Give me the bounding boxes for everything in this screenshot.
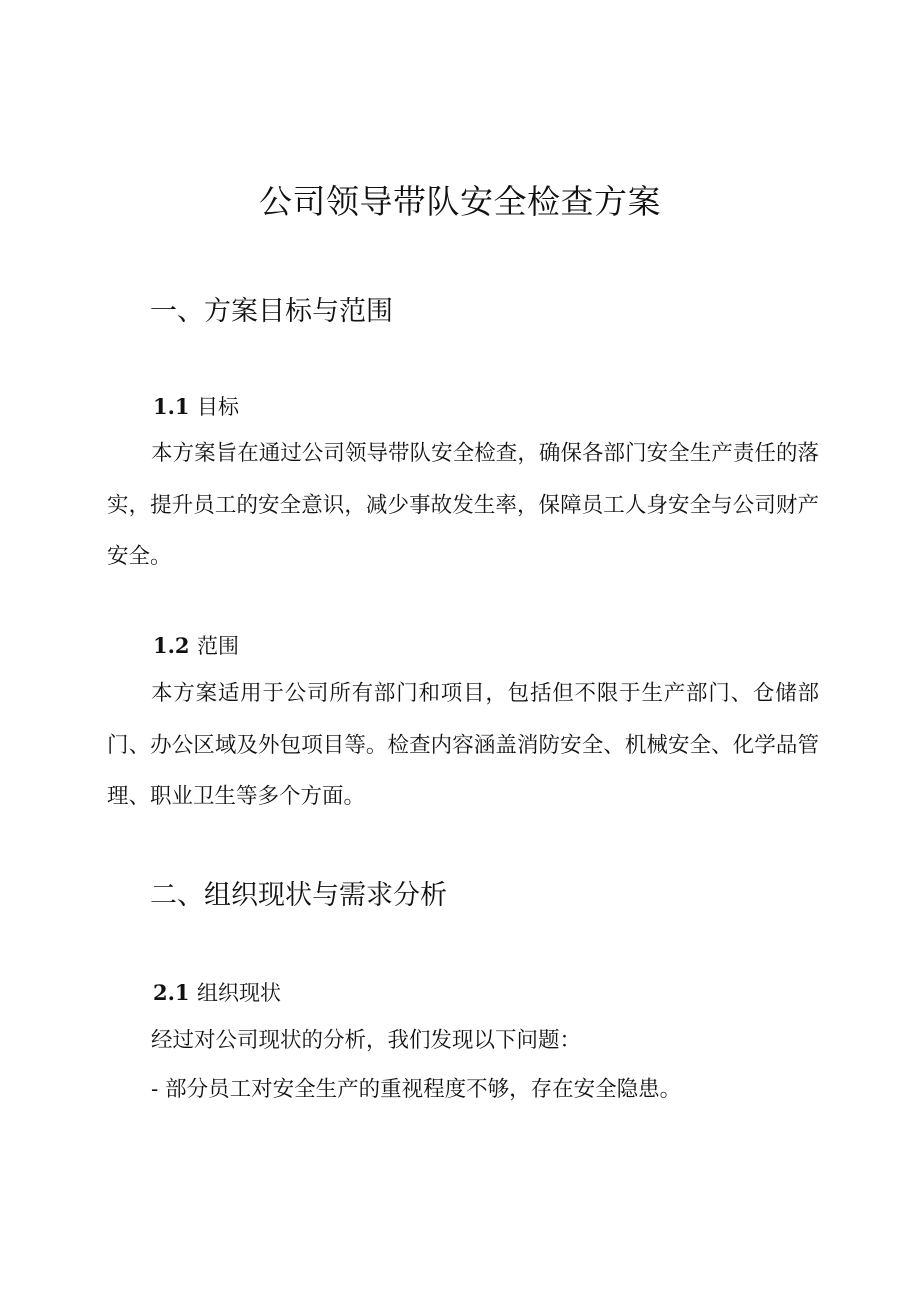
document-title: 公司领导带队安全检查方案 [259, 182, 661, 221]
section-heading-1: 一、方案目标与范围 [150, 296, 393, 327]
subsection-title: 组织现状 [197, 981, 281, 1005]
paragraph-goal: 本方案旨在通过公司领导带队安全检查，确保各部门安全生产责任的落实，提升员工的安全意识，减少事故发生率，保障员工人身安全与公司财产安全。 [107, 441, 819, 569]
subsection-number: 1.2 [153, 633, 190, 658]
analysis-intro: 经过对公司现状的分析，我们发现以下问题： [151, 1028, 582, 1053]
subsection-title: 目标 [197, 395, 239, 419]
section-heading-2: 二、组织现状与需求分析 [150, 880, 447, 911]
bullet-item: - 部分员工对安全生产的重视程度不够，存在安全隐患。 [151, 1077, 682, 1102]
subsection-title: 范围 [197, 634, 239, 658]
paragraph-scope: 本方案适用于公司所有部门和项目，包括但不限于生产部门、仓储部门、办公区域及外包项目等。检查内容涵盖消防安全、机械安全、化学品管理、职业卫生等多个方面。 [107, 681, 819, 809]
subsection-heading-1-1 [153, 392, 239, 422]
subsection-number: 2.1 [153, 980, 190, 1005]
subsection-heading-1-2 [153, 631, 239, 661]
subsection-heading-2-1 [153, 978, 281, 1008]
subsection-number: 1.1 [153, 394, 190, 419]
